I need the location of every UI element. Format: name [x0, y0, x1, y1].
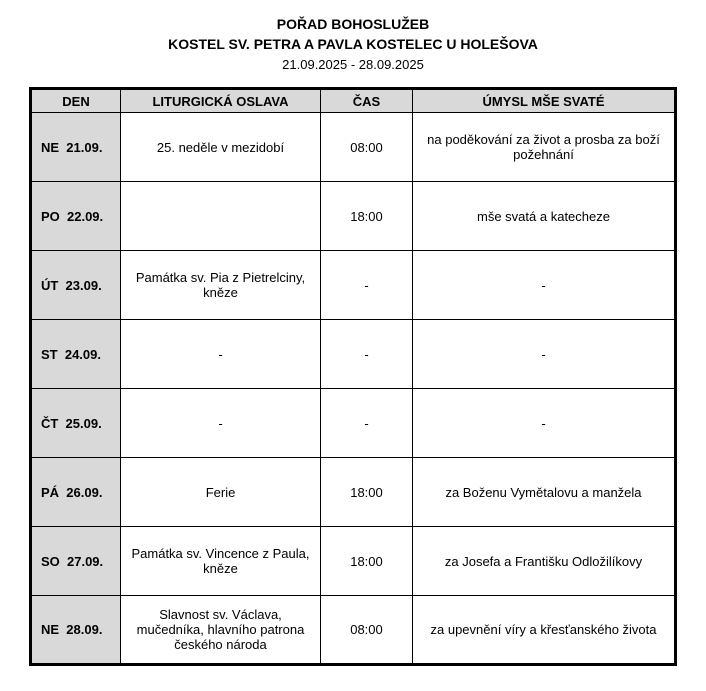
table-row	[31, 596, 676, 665]
page-title: POŘAD BOHOSLUŽEB	[276, 16, 430, 32]
church-name: KOSTEL SV. PETRA A PAVLA KOSTELEC U HOLEŠOVA	[168, 36, 538, 52]
table-row	[31, 320, 676, 389]
table-row	[31, 251, 676, 320]
table-row	[31, 182, 676, 251]
celebration-cell: Slavnost sv. Václava, mučedníka, hlavního patrona českého národa	[121, 596, 321, 665]
table-row	[31, 527, 676, 596]
celebration-cell: -	[121, 389, 321, 458]
celebration-cell: -	[121, 320, 321, 389]
celebration-cell: 25. neděle v mezidobí	[121, 113, 321, 182]
table-row	[31, 389, 676, 458]
intention-cell: za upevnění víry a křesťanského života	[413, 596, 676, 665]
intention-cell: -	[413, 251, 676, 320]
time-cell: 08:00	[321, 596, 413, 665]
day-cell: SO 27.09.	[31, 527, 121, 596]
date-range: 21.09.2025 - 28.09.2025	[282, 57, 424, 72]
celebration-cell: Památka sv. Vincence z Paula, kněze	[121, 527, 321, 596]
day-cell: ČT 25.09.	[31, 389, 121, 458]
celebration-cell: Památka sv. Pia z Pietrelciny, kněze	[121, 251, 321, 320]
day-cell: PO 22.09.	[31, 182, 121, 251]
header-umysl: ÚMYSL MŠE SVATÉ	[413, 89, 676, 113]
time-cell: 18:00	[321, 182, 413, 251]
time-cell: 18:00	[321, 458, 413, 527]
intention-cell: na poděkování za život a prosba za boží požehnání	[413, 113, 676, 182]
document-header	[0, 14, 706, 74]
time-cell: -	[321, 389, 413, 458]
time-cell: 18:00	[321, 527, 413, 596]
intention-cell: -	[413, 389, 676, 458]
celebration-cell: Ferie	[121, 458, 321, 527]
table-header-row	[31, 89, 676, 113]
day-cell: PÁ 26.09.	[31, 458, 121, 527]
table-row	[31, 113, 676, 182]
intention-cell: mše svatá a katecheze	[413, 182, 676, 251]
header-liturgicka-oslava: LITURGICKÁ OSLAVA	[121, 89, 321, 113]
day-cell: NE 21.09.	[31, 113, 121, 182]
day-cell: ST 24.09.	[31, 320, 121, 389]
header-den: DEN	[31, 89, 121, 113]
intention-cell: za Boženu Vymětalovu a manžela	[413, 458, 676, 527]
day-cell: NE 28.09.	[31, 596, 121, 665]
intention-cell: -	[413, 320, 676, 389]
header-cas: ČAS	[321, 89, 413, 113]
time-cell: -	[321, 320, 413, 389]
celebration-cell	[121, 182, 321, 251]
table-row	[31, 458, 676, 527]
day-cell: ÚT 23.09.	[31, 251, 121, 320]
time-cell: -	[321, 251, 413, 320]
intention-cell: za Josefa a Františku Odložilíkovy	[413, 527, 676, 596]
schedule-table	[29, 87, 677, 666]
time-cell: 08:00	[321, 113, 413, 182]
